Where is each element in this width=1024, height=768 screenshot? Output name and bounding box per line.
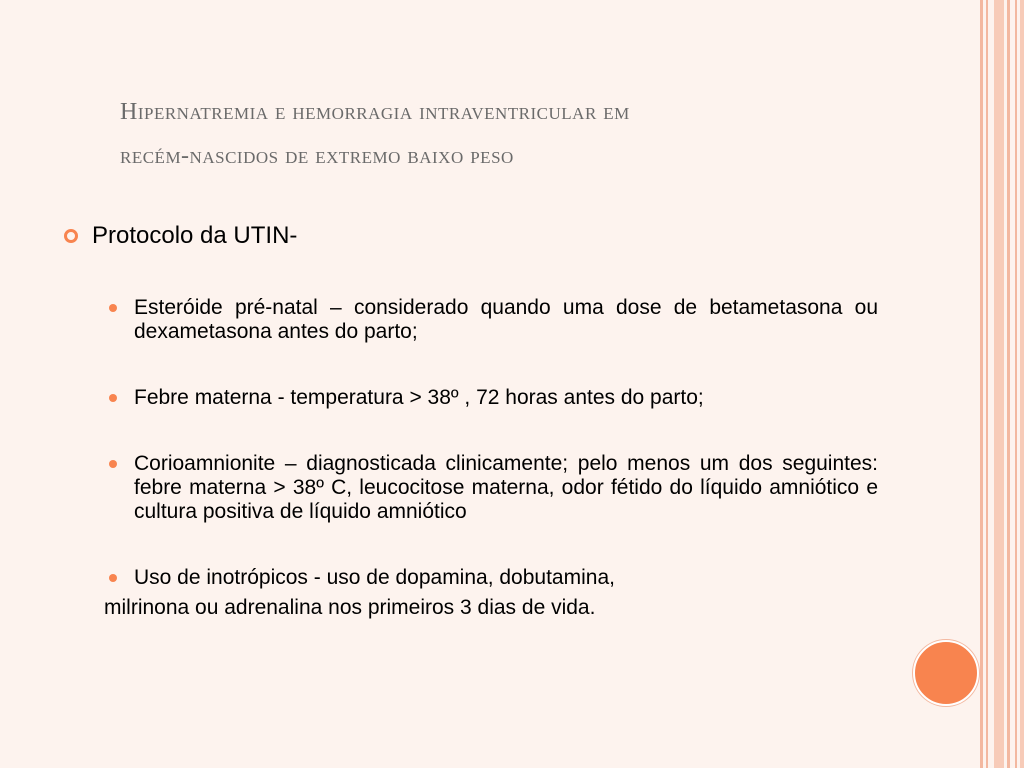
decorative-stripes [980,0,1024,768]
ring-bullet-icon [64,229,78,243]
stripe [1015,0,1017,768]
bullet-text: Corioamnionite – diagnosticada clinicamente; pelo menos um dos seguintes: febre materna > 38º C, leucocitose materna, odor fétido do líquido amniótico e cultura positiva de líquido amniótico [134,452,878,523]
stripe [1020,0,1024,768]
bullet-continuation: milrinona ou adrenalina nos primeiros 3 dias de vida. [104,596,596,619]
stripe [986,0,988,768]
bullet-text: Uso de inotrópicos - uso de dopamina, dobutamina, [134,566,615,589]
bullet-dot-icon [109,574,117,582]
bullet-item [104,386,878,410]
level1-text: Protocolo da UTIN- [92,222,298,249]
bullet-item [104,566,878,590]
stripe [980,0,983,768]
bullet-dot-icon [109,460,117,468]
slide-title-line-2: recém-nascidos de extremo baixo peso [120,143,514,169]
bullet-list [104,296,878,620]
decorative-circle [913,640,979,706]
bullet-text: Esteróide pré-natal – considerado quando uma dose de betametasona ou dexametasona antes do parto; [134,296,878,343]
level1-item [64,222,884,250]
bullet-dot-icon [109,394,117,402]
stripe [994,0,1004,768]
stripe [1007,0,1010,768]
bullet-item [104,296,878,344]
slide-title-line-1: Hipernatremia e hemorragia intraventricular em [120,99,630,125]
slide-title [120,90,890,178]
bullet-item [104,452,878,524]
bullet-dot-icon [109,304,117,312]
bullet-text: Febre materna - temperatura > 38º , 72 horas antes do parto; [134,386,704,409]
